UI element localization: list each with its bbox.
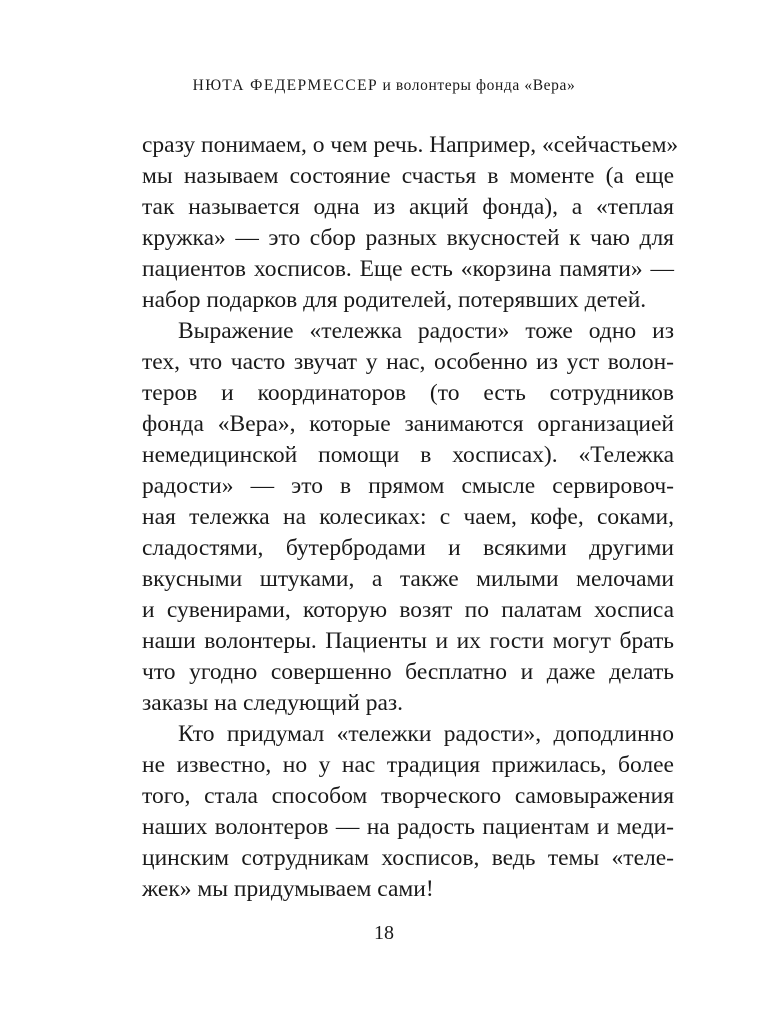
text-line: радости» — это в прямом смысле сервировоч-: [142, 473, 674, 499]
text-line: теров и координаторов (то есть сотрудников: [142, 380, 674, 406]
text-line: заказы на следующий раз.: [142, 690, 404, 716]
paragraph: [142, 130, 679, 316]
header-author: НЮТА ФЕДЕРМЕССЕР: [192, 77, 378, 94]
text-line: Выражение «тележка радости» тоже одно из: [178, 318, 674, 344]
text-line: немедицинской помощи в хосписах). «Тележка: [142, 442, 674, 468]
text-line: вкусными штуками, а также милыми мелочами: [142, 566, 674, 592]
text-line: не известно, но у нас традиция прижилась, более: [142, 752, 674, 778]
paragraph: [142, 316, 674, 719]
header-rest: и волонтеры фонда «Вера»: [377, 77, 576, 94]
text-line: так называется одна из акций фонда), а «теплая: [142, 194, 674, 220]
text-line: наших волонтеров — на радость пациентам и меди-: [142, 814, 674, 840]
text-line: фонда «Вера», которые занимаются организацией: [142, 411, 674, 437]
text-line: набор подарков для родителей, потерявших детей.: [142, 287, 647, 313]
body-text: [142, 130, 679, 905]
text-line: ная тележка на колесиках: с чаем, кофе, соками,: [142, 504, 674, 530]
text-line: тех, что часто звучат у нас, особенно из уст волон-: [142, 349, 674, 375]
text-line: что угодно совершенно бесплатно и даже делать: [142, 659, 674, 685]
text-line: того, стала способом творческого самовыражения: [142, 783, 674, 809]
text-line: жек» мы придумываем сами!: [142, 876, 434, 902]
paragraph: [142, 719, 674, 905]
text-line: сладостями, бутербродами и всякими другими: [142, 535, 674, 561]
text-line: цинским сотрудникам хосписов, ведь темы «теле-: [142, 845, 674, 871]
page-number: 18: [374, 922, 394, 944]
text-line: кружка» — это сбор разных вкусностей к чаю для: [142, 225, 674, 251]
text-line: сразу понимаем, о чем речь. Например, «сейчастьем»: [142, 132, 679, 158]
text-line: мы называем состояние счастья в моменте (а еще: [142, 163, 674, 189]
text-line: и сувенирами, которую возят по палатам хосписа: [142, 597, 674, 623]
text-line: Кто придумал «тележки радости», доподлинно: [178, 721, 674, 747]
running-header: [0, 76, 768, 96]
text-line: пациентов хосписов. Еще есть «корзина памяти» —: [142, 256, 674, 282]
text-line: наши волонтеры. Пациенты и их гости могут брать: [142, 628, 674, 654]
